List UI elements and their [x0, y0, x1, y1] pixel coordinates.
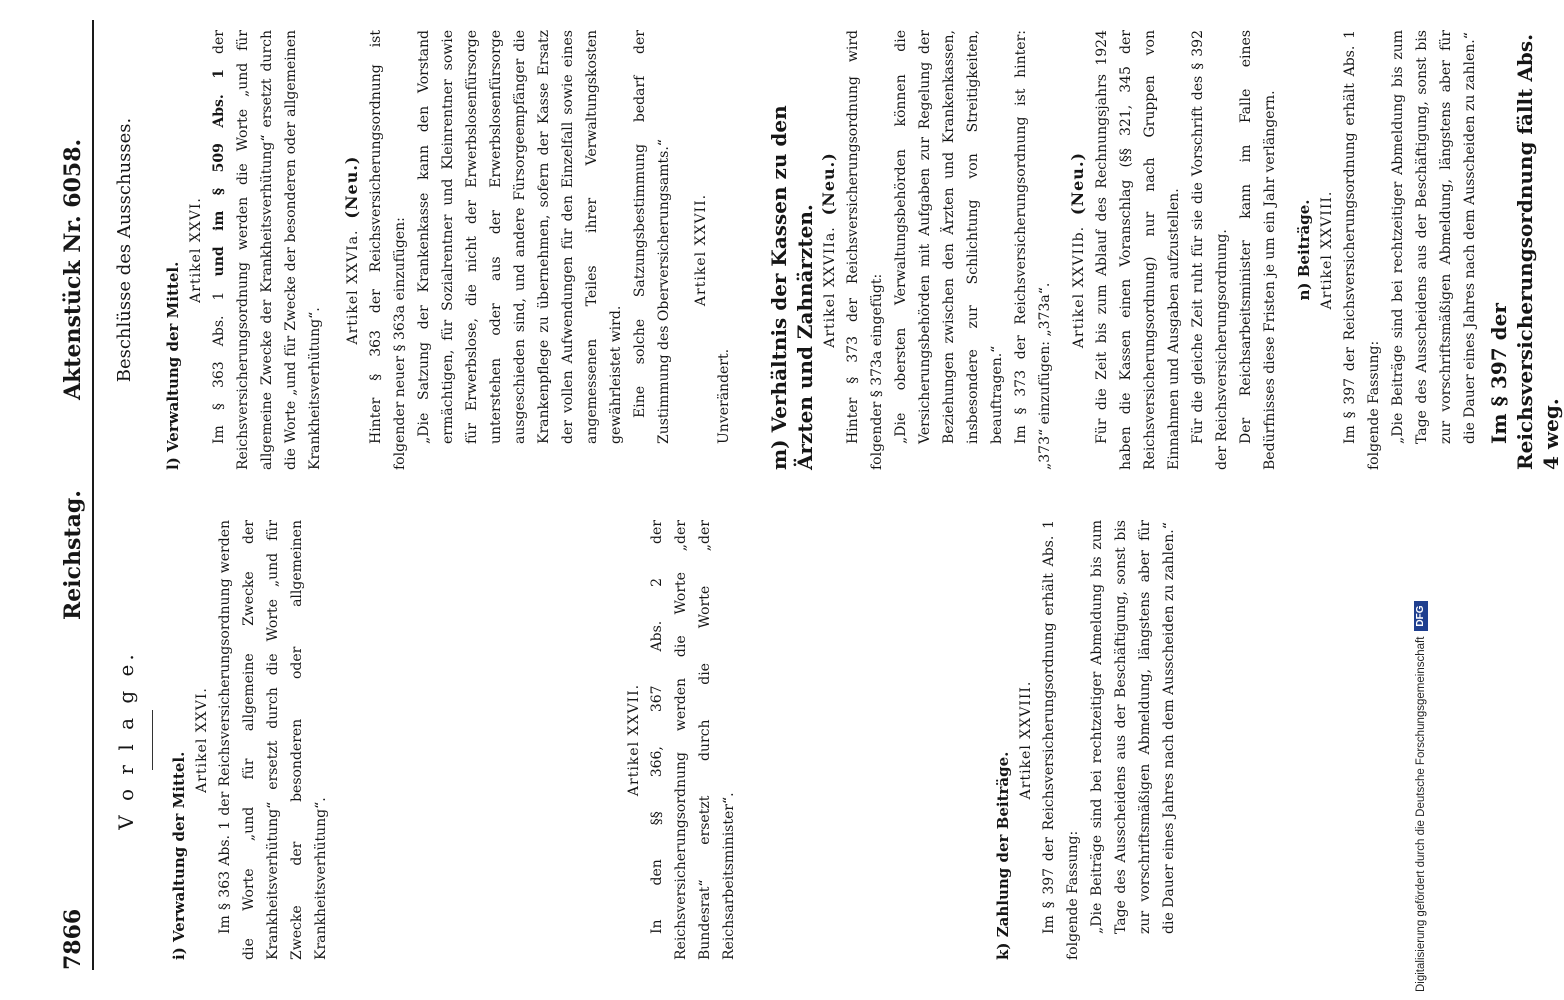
section-i-heading: i) Verwaltung der Mittel. [170, 751, 188, 960]
article-xxviib-neu: (Neu.) [1068, 151, 1087, 216]
r-xxvi-text-bold: und im § 509 Abs. 1 [211, 69, 227, 277]
r-article-xxvi-label: Artikel XXVI. [188, 197, 204, 303]
article-xxviii-quote: „Die Beiträge sind bei rechtzeitiger Abmeldung bis zum Tage des Ausscheidens aus der Beschäftigung, sonst bis zur vorschriftsmäßigen Abmeldung, längstens aber für die Dauer eines Jahres nach dem Ausscheiden zu zahlen.“ [1089, 520, 1177, 934]
final-amendment: Im § 397 der Reichsversicherungsordnung fällt Abs. 4 weg. [1487, 33, 1563, 470]
article-xxvia-title: Artikel XXVIa. [345, 229, 361, 345]
article-xxvia-quote2: Eine solche Satzungsbestimmung bedarf der Zustimmung des Oberversicherungsamts.“ [632, 30, 672, 444]
document-number: Aktenstück Nr. 6058. [60, 138, 86, 400]
section-m-heading: m) Verhältnis der Kassen zu den Ärzten und Zahnärzten. [767, 105, 817, 470]
article-xxvia-quote: „Die Satzung der Krankenkasse kann den Vorstand ermächtigen, für Sozialrentner und Kleinrentner sowie für Erwerbslose, die nicht der Erwerbslosenfürsorge unterstehen oder aus der Erwerbslosenfürsorge ausgeschieden sind, und andere Fürsorgeempfänger die Krankenpflege zu übernehmen, sofern der Kasse Ersatz der vollen Aufwendungen für den Einzelfall sowie eines angemessenen Teiles ihrer Verwaltungskosten gewährleistet wird. [416, 30, 624, 444]
section-l-heading: l) Verwaltung der Mittel. [164, 261, 182, 470]
page-number: 7866 [60, 908, 86, 970]
title-divider [152, 710, 153, 770]
r-article-xxvi-text [207, 30, 327, 470]
vorlage-title: V o r l a g e. [114, 650, 138, 830]
footer-text: Digitalisierung gefördert durch die Deutsche Forschungsgemeinschaft [1415, 636, 1427, 992]
article-xxvi-text: Im § 363 Abs. 1 der Reichsversicherungsordnung werden die Worte „und für allgemeine Zwecke der Krankheitsverhütung“ ersetzt durch die Worte „und für Zwecke der besonderen oder allgemeinen Krankheitsverhütung“. [217, 520, 329, 960]
r-xxvi-text-after: der Reichsversicherungsordnung werden die Worte „und für allgemeine Zwecke der Krankheitsverhütung“ ersetzt durch die Worte „und für Zwecke der besonderen oder allgemeinen Krankheitsverhütung“. [211, 30, 323, 470]
article-xxvia-intro: Hinter § 363 der Reichsversicherungsordnung ist folgender neuer § 363a einzufügen: [368, 30, 408, 470]
article-xxviia-text2: Im § 373 der Reichsversicherungsordnung ist hinter: „373“ einzufügen: „373a“. [1013, 30, 1053, 470]
article-xxviia-neu: (Neu.) [819, 152, 838, 216]
r-xxvi-text-before: Im § 363 Abs. 1 [211, 276, 227, 444]
section-k-heading: k) Zahlung der Beiträge. [994, 751, 1012, 960]
article-xxvi-label: Artikel XXVI. [194, 687, 210, 793]
article-xxviia-label [818, 30, 841, 470]
source-label: Reichstag. [60, 490, 86, 620]
article-xxvii-text: In den §§ 366, 367 Abs. 2 der Reichsversicherungsordnung werden die Worte „der Bundesrat“ ersetzt durch die Worte „der Reichsarbeitsminister“. [649, 520, 737, 960]
section-n-heading: n) Beiträge. [1295, 199, 1313, 301]
r-article-xxviii-label: Artikel XXVIII. [1319, 190, 1335, 310]
article-xxviii-intro: Im § 397 der Reichsversicherungsordnung erhält Abs. 1 folgende Fassung: [1041, 520, 1081, 960]
beschluesse-title: Beschlüsse des Ausschusses. [114, 117, 135, 383]
article-xxvii-label: Artikel XXVII. [626, 683, 642, 797]
article-xxviib-title: Artikel XXVIIb. [1071, 225, 1087, 349]
digitization-footer [1409, 2, 1433, 992]
article-xxvia-neu: (Neu.) [342, 155, 361, 219]
article-xxviia-quote: „Die obersten Verwaltungsbehörden können die Versicherungsbehörden mit Aufgaben zur Regelung der Beziehungen zwischen den Ärzten und Krankenkassen, insbesondere zur Schlichtung von Streitigkeiten, beauftragen.“ [893, 30, 1005, 444]
article-xxviib-p2: Für die gleiche Zeit ruht für sie die Vorschrift des § 392 der Reichsversicherungsordnung. [1190, 30, 1230, 470]
r-article-xxvii-label: Artikel XXVII. [693, 193, 709, 307]
header-rule [92, 20, 94, 970]
article-xxviii-label: Artikel XXVIII. [1018, 680, 1034, 800]
article-xxviib-p3: Der Reichsarbeitsminister kann im Falle eines Bedürfnisses diese Fristen je um ein Jahr verlängern. [1238, 30, 1278, 470]
dfg-logo: DFG [1414, 601, 1428, 630]
article-xxviia-intro: Hinter § 373 der Reichsversicherungsordnung wird folgender § 373a eingefügt: [845, 30, 885, 470]
r-article-xxviii-quote: „Die Beiträge sind bei rechtzeitiger Abmeldung bis zum Tage des Ausscheidens aus der Beschäftigung, sonst bis zur vorschriftsmäßigen Abmeldung, längstens aber für die Dauer eines Jahres nach dem Ausscheiden zu zahlen.“ [1390, 30, 1478, 444]
article-xxvia-label [341, 30, 364, 470]
r-article-xxviii-intro: Im § 397 der Reichsversicherungsordnung erhält Abs. 1 folgende Fassung: [1342, 30, 1382, 470]
article-xxviib-p1: Für die Zeit bis zum Ablauf des Rechnungsjahrs 1924 haben die Kassen einen Voranschlag (§§ 321, 345 der Reichsversicherungsordnung) nur nach Gruppen von Einnahmen und Ausgaben aufzustellen. [1094, 30, 1182, 470]
article-xxviia-title: Artikel XXVIIa. [822, 226, 838, 348]
column-beschluesse [100, 30, 1564, 470]
column-vorlage [100, 520, 1181, 960]
article-xxviib-label [1067, 30, 1090, 470]
r-article-xxvii-text: Unverändert. [716, 348, 732, 444]
